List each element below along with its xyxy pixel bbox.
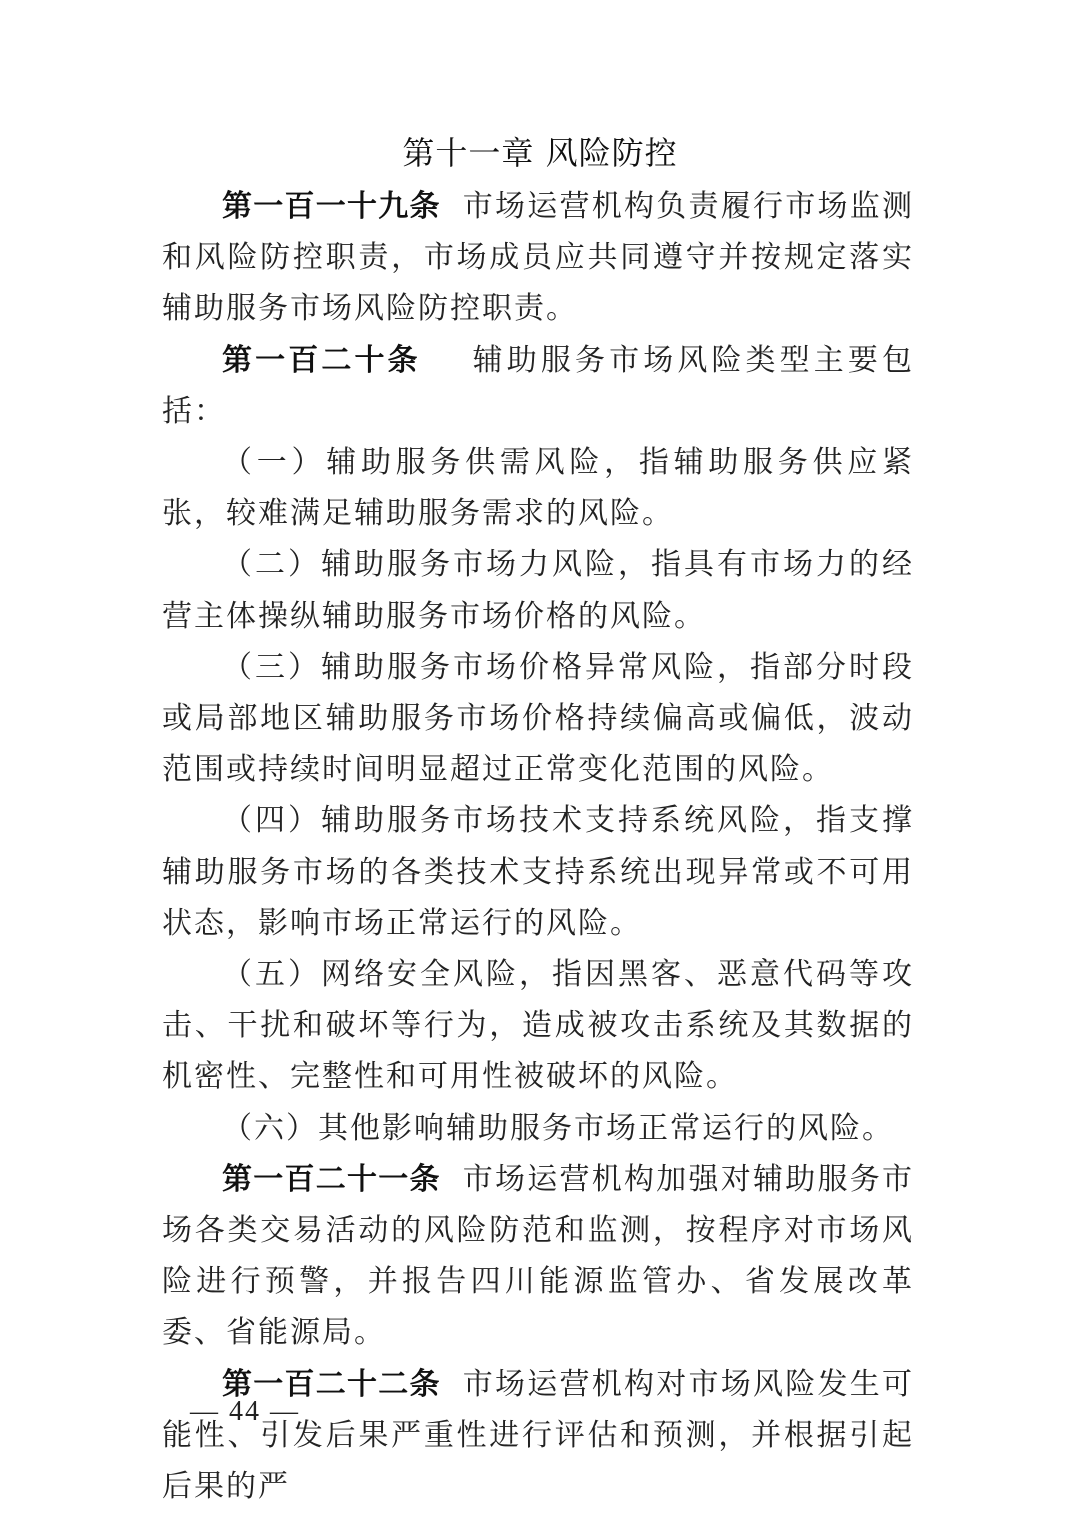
paragraph-text: 市场运营机构对市场风险发生可能性、引发后果严重性进行评估和预测，并根据引起后果的严 [162,1366,914,1505]
paragraph-text: 市场运营机构负责履行市场监测和风险防控职责，市场成员应共同遵守并按规定落实辅助服务市场风险防控职责。 [162,189,914,327]
list-item-5 [162,949,914,1103]
paragraph-text: （五）网络安全风险，指因黑客、恶意代码等攻击、干扰和破坏等行为，造成被攻击系统及其数据的机密性、完整性和可用性被破坏的风险。 [162,957,914,1095]
chapter-title: 第十一章 风险防控 [402,134,678,172]
paragraph-text: 辅助服务市场风险类型主要包括： [162,342,915,429]
paragraph-article-119 [162,181,914,335]
paragraph-text: （六）其他影响辅助服务市场正常运行的风险。 [222,1110,894,1146]
article-label: 第一百二十条 [222,342,421,378]
list-item-6 [162,1103,914,1154]
article-label: 第一百一十九条 [222,189,441,224]
list-item-1 [162,437,914,539]
paragraph-text: 市场运营机构加强对辅助服务市场各类交易活动的风险防范和监测，按程序对市场风险进行预警，并报告四川能源监管办、省发展改革委、省能源局。 [162,1161,914,1351]
page-number: — 44 — [190,1396,300,1427]
list-item-3 [162,642,914,796]
list-item-4 [162,795,914,949]
paragraph-text: （一）辅助服务供需风险，指辅助服务供应紧张，较难满足辅助服务需求的风险。 [162,445,914,532]
list-item-2 [162,539,914,641]
paragraph-text: （三）辅助服务市场价格异常风险，指部分时段或局部地区辅助服务市场价格持续偏高或偏低，波动范围或持续时间明显超过正常变化范围的风险。 [162,649,914,788]
paragraph-article-122 [162,1359,914,1513]
body-text [162,181,914,1512]
article-label: 第一百二十二条 [222,1366,441,1402]
article-label: 第一百二十一条 [222,1161,441,1197]
paragraph-article-120 [162,335,914,437]
paragraph-article-121 [162,1154,914,1359]
paragraph-text: （四）辅助服务市场技术支持系统风险，指支撑辅助服务市场的各类技术支持系统出现异常或不可用状态，影响市场正常运行的风险。 [162,803,914,941]
paragraph-text: （二）辅助服务市场力风险，指具有市场力的经营主体操纵辅助服务市场价格的风险。 [162,547,914,634]
